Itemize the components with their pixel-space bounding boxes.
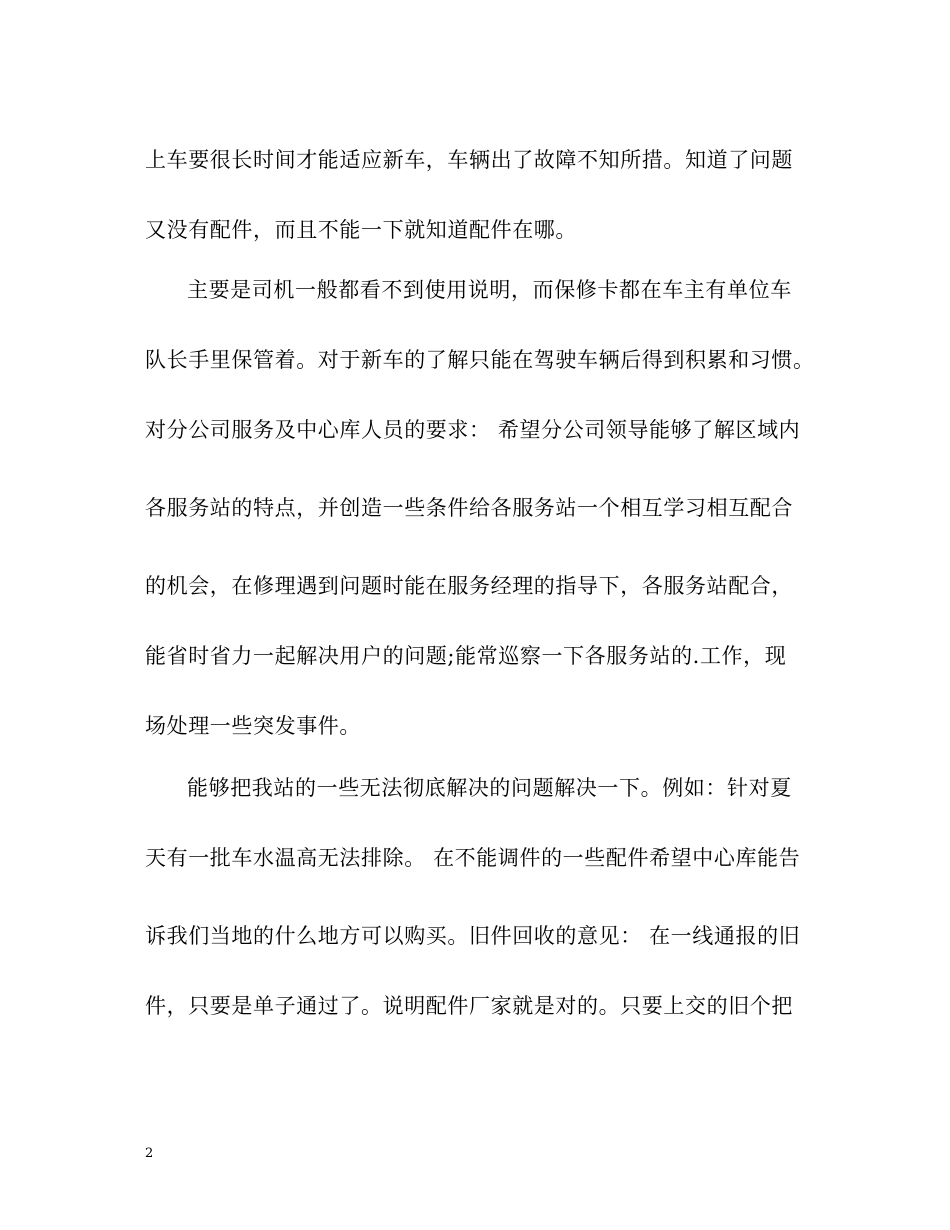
text-line: 的机会，在修理遇到问题时能在服务经理的指导下，各服务站配合， — [145, 574, 793, 598]
text-line: 天有一批车水温高无法排除。 在不能调件的一些配件希望中心库能告 — [145, 846, 801, 870]
text-line: 场处理一些突发事件。 — [145, 714, 361, 738]
text-line: 上车要很长时间才能适应新车，车辆出了故障不知所措。知道了问题 — [145, 148, 793, 172]
text-line: 主要是司机一般都看不到使用说明，而保修卡都在车主有单位车 — [187, 278, 792, 302]
text-line: 诉我们当地的什么地方可以购买。旧件回收的意见： 在一线通报的旧 — [145, 924, 801, 948]
page-number: 2 — [145, 1146, 154, 1161]
text-line: 能省时省力一起解决用户的问题;能常巡察一下各服务站的.工作，现 — [145, 644, 787, 668]
text-line: 件，只要是单子通过了。说明配件厂家就是对的。只要上交的旧个把 — [145, 994, 793, 1018]
text-line: 对分公司服务及中心库人员的要求： 希望分公司领导能够了解区域内 — [145, 418, 801, 442]
text-line: 又没有配件，而且不能一下就知道配件在哪。 — [145, 218, 577, 242]
text-line: 能够把我站的一些无法彻底解决的问题解决一下。例如：针对夏 — [187, 776, 792, 800]
text-line: 各服务站的特点，并创造一些条件给各服务站一个相互学习相互配合 — [145, 496, 793, 520]
text-line: 队长手里保管着。对于新车的了解只能在驾驶车辆后得到积累和习惯。 — [145, 348, 815, 372]
